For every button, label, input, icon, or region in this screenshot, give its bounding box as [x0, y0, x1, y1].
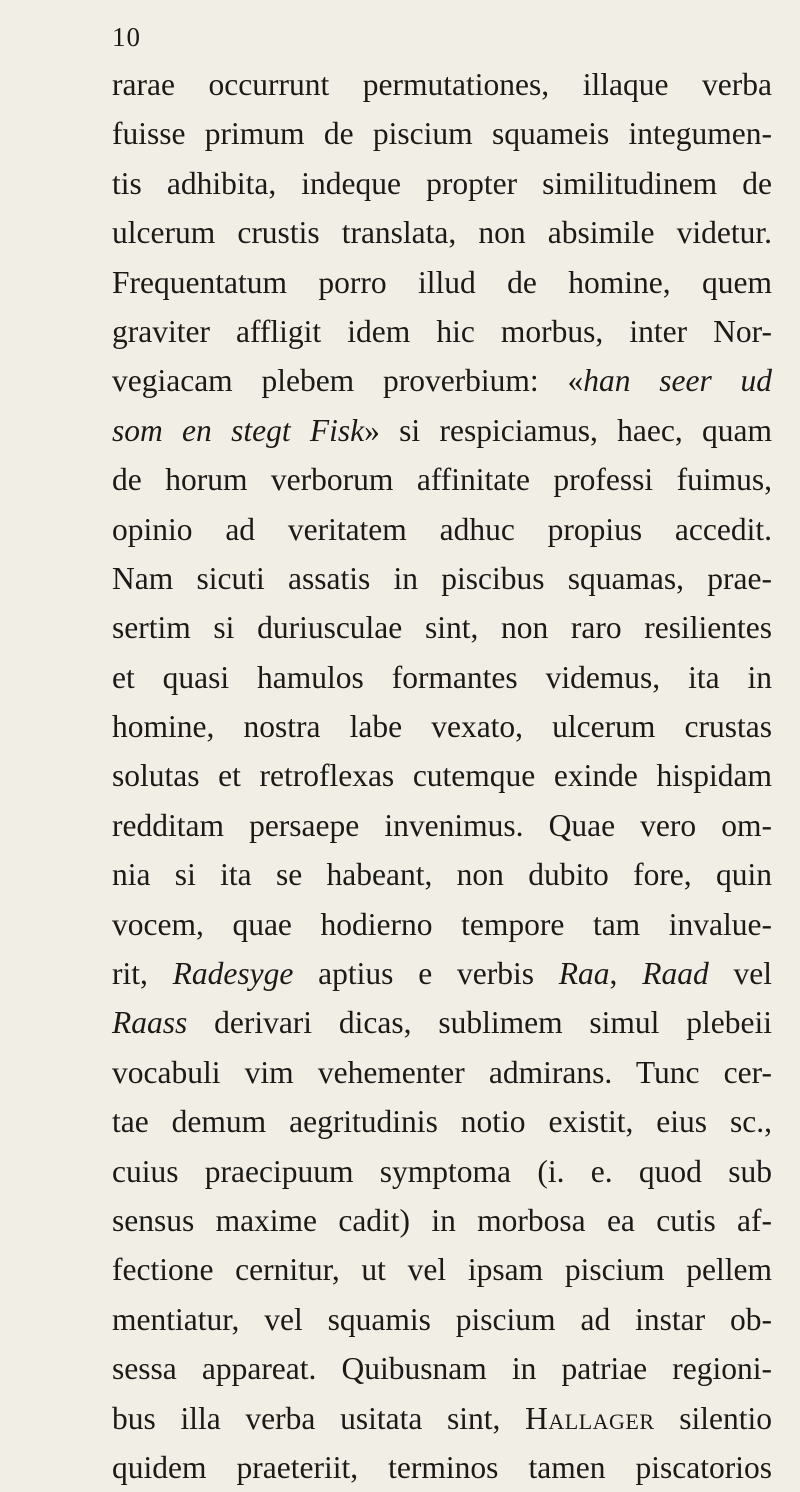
text-segment: derivari dicas, sublimem simul plebeii: [187, 1005, 772, 1041]
text-segment: opinio ad veritatem adhuc propius accedit.: [112, 511, 772, 547]
text-segment: et quasi hamulos formantes videmus, ita in: [112, 659, 772, 695]
text-line: [112, 455, 772, 504]
text-segment: ,: [609, 956, 643, 992]
small-caps-text: Hallager: [525, 1400, 655, 1436]
text-line: [112, 1196, 772, 1245]
text-line: [112, 208, 772, 257]
italic-text: Raass: [112, 1005, 188, 1041]
text-segment: de horum verborum affinitate professi fuimus,: [112, 462, 772, 498]
text-segment: sertim si duriusculae sint, non raro resilientes: [112, 610, 772, 646]
page-number: 10: [112, 22, 141, 52]
italic-text: som en stegt Fisk: [112, 412, 365, 448]
text-line: [112, 998, 772, 1047]
text-line: [112, 1394, 772, 1443]
text-segment: redditam persaepe invenimus. Quae vero om-: [112, 807, 772, 843]
body-text: [112, 60, 772, 1492]
text-line: [112, 1245, 772, 1294]
text-segment: » si respiciamus, haec, quam: [364, 412, 772, 448]
text-line: [112, 653, 772, 702]
text-line: [112, 406, 772, 455]
text-line: [112, 60, 772, 109]
italic-text: han seer ud: [583, 363, 772, 399]
text-line: [112, 1344, 772, 1393]
text-line: [112, 702, 772, 751]
text-segment: nia si ita se habeant, non dubito fore, quin: [112, 857, 772, 893]
text-segment: silentio: [654, 1400, 773, 1436]
text-segment: Frequentatum porro illud de homine, quem: [112, 264, 772, 300]
text-segment: graviter affligit idem hic morbus, inter Nor-: [112, 313, 772, 349]
text-segment: fectione cernitur, ut vel ipsam piscium pellem: [112, 1252, 772, 1288]
text-segment: vocabuli vim vehementer admirans. Tunc cer-: [112, 1054, 772, 1090]
text-segment: rarae occurrunt permutationes, illaque verba: [112, 67, 772, 102]
text-line: [112, 949, 772, 998]
text-line: [112, 554, 772, 603]
text-line: [112, 850, 772, 899]
text-line: [112, 1147, 772, 1196]
text-line: [112, 801, 772, 850]
text-segment: quidem praeteriit, terminos tamen piscatorios: [112, 1449, 772, 1485]
text-segment: vel: [708, 956, 773, 992]
text-segment: mentiatur, vel squamis piscium ad instar ob-: [112, 1301, 772, 1337]
text-segment: solutas et retroflexas cutemque exinde hispidam: [112, 758, 772, 794]
text-segment: tis adhibita, indeque propter similitudinem de: [112, 165, 772, 201]
text-line: [112, 1048, 772, 1097]
text-segment: bus illa verba usitata sint,: [112, 1400, 526, 1436]
text-line: [112, 900, 772, 949]
text-segment: tae demum aegritudinis notio existit, eius sc.,: [112, 1104, 772, 1140]
text-line: [112, 505, 772, 554]
italic-text: Raa: [558, 956, 610, 992]
text-segment: vocem, quae hodierno tempore tam invalue-: [112, 906, 772, 942]
text-segment: fuisse primum de piscium squameis integumen-: [112, 116, 772, 152]
text-segment: rit,: [112, 956, 173, 992]
text-segment: Nam sicuti assatis in piscibus squamas, prae-: [112, 560, 772, 596]
text-segment: cuius praecipuum symptoma (i. e. quod sub: [112, 1153, 772, 1189]
text-segment: homine, nostra labe vexato, ulcerum crustas: [112, 709, 772, 745]
text-line: [112, 109, 772, 158]
text-segment: vegiacam plebem proverbium: «: [112, 363, 584, 399]
text-line: [112, 1097, 772, 1146]
text-line: [112, 159, 772, 208]
text-segment: sessa appareat. Quibusnam in patriae regioni-: [112, 1351, 772, 1387]
text-line: [112, 1443, 772, 1492]
text-line: [112, 307, 772, 356]
text-line: [112, 1295, 772, 1344]
text-line: [112, 603, 772, 652]
italic-text: Raad: [642, 956, 709, 992]
text-line: [112, 751, 772, 800]
text-line: [112, 356, 772, 405]
text-segment: ulcerum crustis translata, non absimile videtur.: [112, 215, 772, 251]
text-line: [112, 258, 772, 307]
text-segment: aptius e verbis: [293, 956, 559, 992]
italic-text: Radesyge: [172, 956, 294, 992]
text-segment: sensus maxime cadit) in morbosa ea cutis af-: [112, 1202, 772, 1238]
